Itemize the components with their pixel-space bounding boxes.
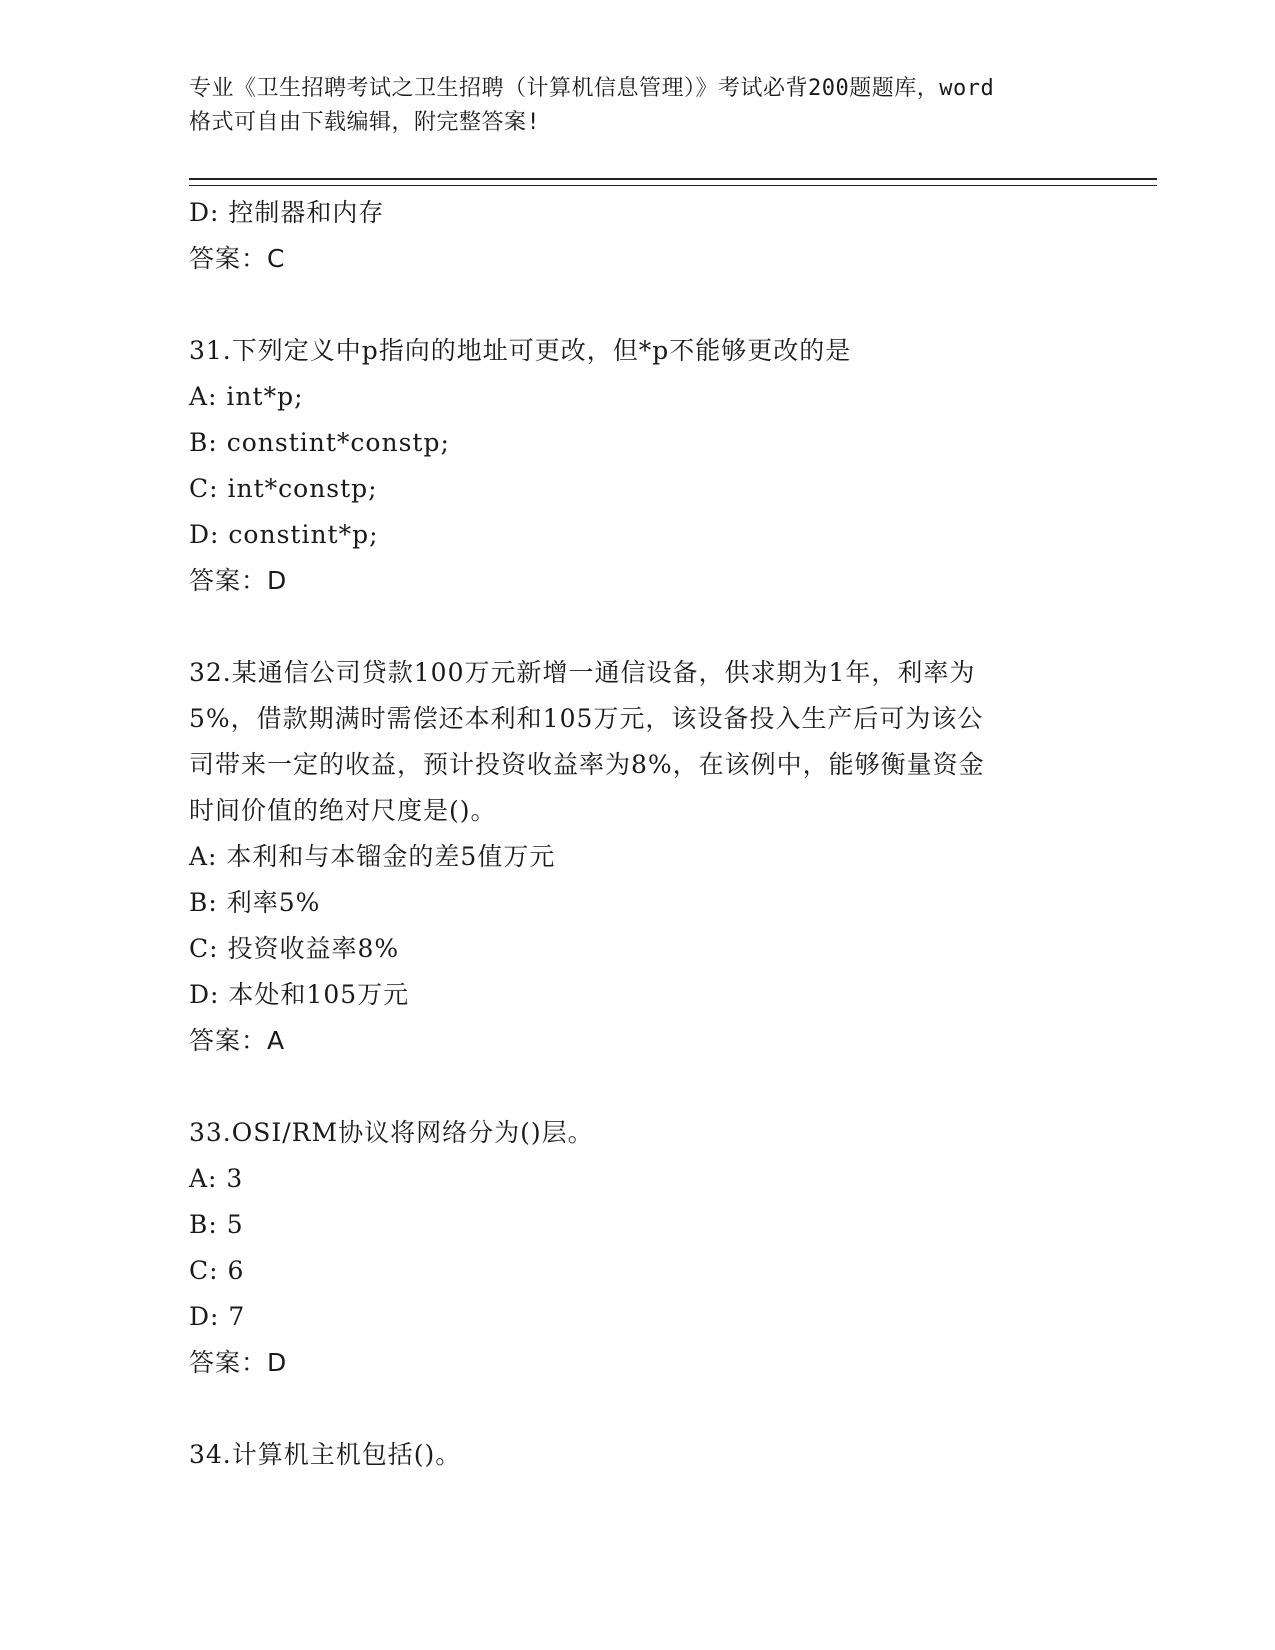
header-line-1: 专业《卫生招聘考试之卫生招聘（计算机信息管理）》考试必背200题题库，word bbox=[189, 76, 995, 101]
question-stem-line-4: 时间价值的绝对尺度是()。 bbox=[189, 796, 497, 825]
option-d: D: 本处和105万元 bbox=[189, 980, 410, 1009]
question-31 bbox=[189, 328, 1089, 604]
question-stem-line-1: 32.某通信公司贷款100万元新增一通信设备，供求期为1年，利率为 bbox=[189, 658, 976, 687]
spacer bbox=[189, 604, 1089, 650]
question-list bbox=[189, 190, 1089, 1478]
option-c: C: 投资收益率8% bbox=[189, 934, 400, 963]
question-33 bbox=[189, 1110, 1089, 1386]
header-divider-thin bbox=[189, 185, 1157, 186]
question-stem-line-3: 司带来一定的收益，预计投资收益率为8%，在该例中，能够衡量资金 bbox=[189, 750, 985, 779]
document-header bbox=[189, 72, 1089, 140]
option-a: A: 3 bbox=[189, 1164, 244, 1193]
option-a: A: int*p; bbox=[189, 382, 304, 411]
option-a: A: 本利和与本镏金的差5值万元 bbox=[189, 842, 556, 871]
option-c: C: 6 bbox=[189, 1256, 245, 1285]
spacer bbox=[189, 1386, 1089, 1432]
question-stem: 31.下列定义中p指向的地址可更改，但*p不能够更改的是 bbox=[189, 336, 852, 365]
question-32 bbox=[189, 650, 1089, 1064]
question-stem: 33.OSI/RM协议将网络分为()层。 bbox=[189, 1118, 594, 1147]
answer: 答案：D bbox=[189, 566, 288, 595]
prev-option-d: D: 控制器和内存 bbox=[189, 198, 385, 227]
question-34 bbox=[189, 1432, 1089, 1478]
question-stem-line-2: 5%，借款期满时需偿还本利和105万元，该设备投入生产后可为该公 bbox=[189, 704, 984, 733]
option-c: C: int*constp; bbox=[189, 474, 378, 503]
prev-answer: 答案：C bbox=[189, 244, 286, 273]
option-b: B: 利率5% bbox=[189, 888, 321, 917]
option-d: D: constint*p; bbox=[189, 520, 379, 549]
question-stem: 34.计算机主机包括()。 bbox=[189, 1440, 462, 1469]
option-b: B: constint*constp; bbox=[189, 428, 450, 457]
option-b: B: 5 bbox=[189, 1210, 244, 1239]
option-d: D: 7 bbox=[189, 1302, 246, 1331]
answer: 答案：D bbox=[189, 1348, 288, 1377]
header-divider-thick bbox=[189, 178, 1157, 180]
answer: 答案：A bbox=[189, 1026, 286, 1055]
spacer bbox=[189, 1064, 1089, 1110]
header-line-2: 格式可自由下载编辑，附完整答案! bbox=[189, 110, 541, 135]
spacer bbox=[189, 282, 1089, 328]
